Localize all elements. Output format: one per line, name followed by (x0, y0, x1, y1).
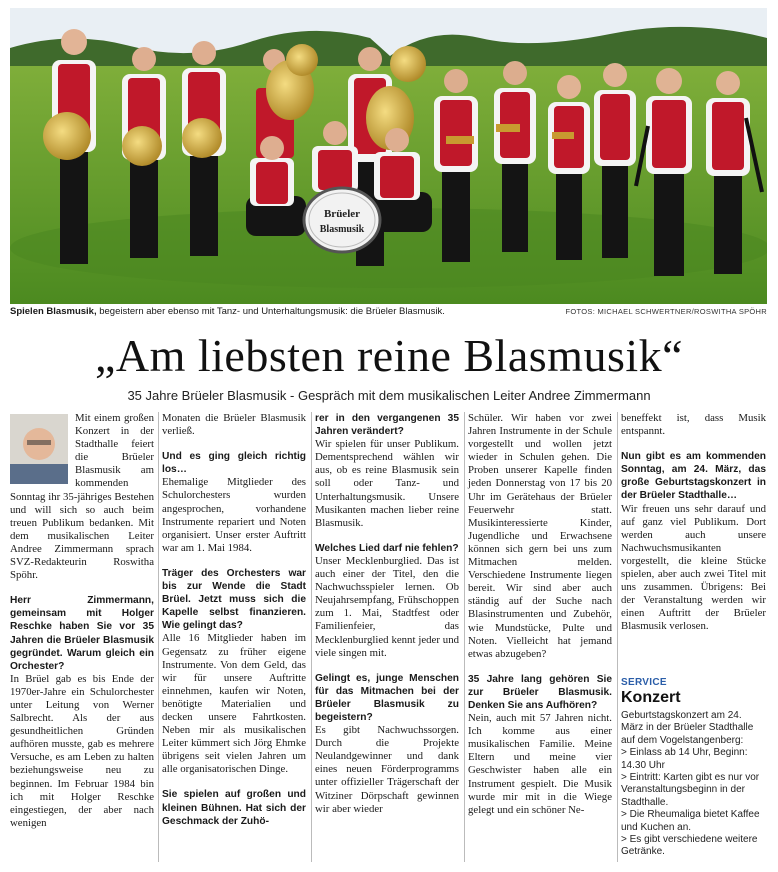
intro-paragraph (10, 412, 154, 582)
question-3: Träger des Orchesters war bis zur Wende die Stadt Brüel. Jetzt muss sich die Kapelle selbst finanzieren. Wie gelingt das? (162, 567, 306, 632)
column-divider (158, 412, 159, 862)
article-column-2 (162, 412, 306, 828)
column-divider (311, 412, 312, 862)
article-column-3 (315, 412, 459, 816)
question-5: Welches Lied darf nie fehlen? (315, 542, 459, 554)
article-column-1 (10, 412, 154, 830)
drum-text-top: Brüeler (323, 208, 361, 220)
service-item: > Die Rheumaliga bietet Kaffee und Kuchen an. (621, 809, 760, 833)
subheadline: 35 Jahre Brüeler Blasmusik - Gespräch mit dem musikalischen Leiter Andree Zimmermann (127, 388, 651, 403)
answer-7-continued: beneffekt ist, dass Musik entspannt. (621, 412, 766, 438)
answer-5: Unser Mecklenburglied. Das ist auch einer der Titel, den die Nachwuchsspieler lernen. Ob Neujahrsempfang, Frühschoppen zum 1. Mai, Stadtfest oder Familienfeier, das Mecklenburglied kennt jeder und viele singen mit. (315, 554, 459, 659)
column-divider (464, 412, 465, 862)
drum-text-bottom: Blasmusik (319, 224, 365, 235)
answer-3: Alle 16 Mitglieder haben im Gegensatz zu früher eigene Instrumente. Von dem Geld, das wir für unsere Auftritte einnehmen, kaufen wir Noten, benötigte Materialien und decken unsere Fahrtkosten. Neben mir als musikalischen Leiter kümmert sich Jörg Ehmke übrigens seit vielen Jahren um alle organisatorischen Dinge. (162, 632, 306, 776)
answer-1: In Brüel gab es bis Ende der 1970er-Jahre ein Schulorchester unter Leitung von Werner Salbrecht. Als der aus gesundheitlichen Gründen aufhören musste, gab es mehrere Versuche, es am Leben zu halten beziehungsweise neu zu beginnen. Im Februar 1984 bin ich mit Holger Reschke eingestiegen, der aber nach wenigen (10, 672, 154, 829)
photo-credit: FOTOS: MICHAEL SCHWERTNER/ROSWITHA SPÖHR (565, 307, 767, 316)
portrait-andree-zimmermann (10, 414, 68, 484)
headline: „Am liebsten reine Blasmusik“ (94, 330, 684, 381)
answer-6: Es gibt Nachwuchssorgen. Durch die Projekte Neulandgewinner und dank eines neuen Förderprogramms unter offizieller Trägerschaft der Witziner Dörpschaft gewinnen wir aber wieder (315, 724, 459, 815)
question-4: Sie spielen auf großen und kleinen Bühnen. Hat sich der Geschmack der Zuhö- (162, 789, 306, 827)
question-1: Herr Zimmermann, gemeinsam mit Holger Reschke haben Sie vor 35 Jahren die Brüeler Blasmusik gegründet. Warum gleich ein Orchester? (10, 595, 154, 672)
answer-7: Nein, auch mit 57 Jahren nicht. Ich komme aus einer musikalischen Familie. Meine Eltern und meine vier Geschwister haben alle ein Instrument gespielt. Die Musik wurde mir mit in die Wiege gelegt und ein schöner Ne- (468, 712, 612, 816)
service-intro: Geburtstagskonzert am 24. März in der Brüeler Stadthalle auf dem Vogelstangenberg: (621, 710, 754, 746)
service-title: Konzert (621, 689, 681, 706)
answer-6-continued: Schüler. Wir haben vor zwei Jahren Instrumente in der Schule vorgestellt und wollen jetzt wieder in Schulen gehen. Die Proben unserer Kapelle finden jeden Donnerstag von 17 bis 20 Uhr im Gerätehaus der Brüeler Feuerwehr statt. Musikinteressierte Kinder, Jugendliche und Erwachsene können sich gern bei uns zum Mitmachen melden. Verschiedene Instrumente liegen bereit. Wir sind aber auch ständig auf der Suche nach Blasinstrumenten und Zubehör, wie Mundstücke, Pulte und Noten. Vielleicht hat jemand etwas abzugeben? (468, 412, 612, 660)
question-4-continued: rer in den vergangenen 35 Jahren verändert? (315, 413, 459, 438)
article-column-4 (468, 412, 612, 817)
answer-8: Wir freuen uns sehr darauf und auf ganz viel Publikum. Dort werden auch unsere Nachwuchsmusikanten vorgestellt, die kleine Stücke spielen, aber auch zwei Titel mit uns zusammen. Übrigens: Bei der Veranstaltung werden wir einen Auftritt der Brüeler Blasmusik verlosen. (621, 502, 766, 633)
service-item: > Eintritt: Karten gibt es nur vor Veranstaltungsbeginn in der Stadthalle. (621, 772, 760, 808)
answer-2: Ehemalige Mitglieder des Schulorchesters wurden angesprochen, vorhandene Instrumente repariert und Noten organisiert. Unser erster Auftritt war am 1. Mai 1984. (162, 476, 306, 554)
band-photo (10, 8, 767, 304)
intro-text: Mit einem großen Konzert in der Stadthalle feiert die Brüeler Blasmusik am kommenden Sonntag ihr 35-jähriges Bestehen und will sich so auch beim treuen Publikum bedanken. Mit dem musikalischen Leiter Andree Zimmermann sprach SVZ-Redakteurin Roswitha Spöhr. (10, 412, 154, 582)
answer-1-continued: Monaten die Brüeler Blasmusik verließ. (162, 412, 306, 438)
question-7: 35 Jahre lang gehören Sie zur Brüeler Blasmusik. Denken Sie ans Aufhören? (468, 673, 612, 711)
column-divider (617, 412, 618, 862)
question-8: Nun gibt es am kommenden Sonntag, am 24. März, das große Geburtstagskonzert in der Brüeler Stadthalle… (621, 451, 766, 502)
answer-4: Wir spielen für unser Publikum. Dementsprechend wählen wir aus, ob es reine Blasmusik sein soll oder Tanz- und Unterhaltungsmusik. Unsere Musikanten machen lieber reine Blasmusik. (315, 438, 459, 529)
article-column-5 (621, 412, 766, 634)
service-item: > Einlass ab 14 Uhr, Beginn: 14.30 Uhr (621, 747, 748, 771)
service-item: > Es gibt verschiedene weitere Getränke. (621, 834, 758, 858)
band-photo-illustration (10, 8, 767, 304)
question-2: Und es ging gleich richtig los… (162, 451, 306, 476)
photo-caption-text: begeistern aber ebenso mit Tanz- und Unterhaltungsmusik: die Brüeler Blasmusik. (96, 306, 445, 317)
bass-drum (304, 188, 380, 252)
service-box (621, 677, 766, 859)
photo-caption (10, 306, 445, 317)
photo-caption-bold: Spielen Blasmusik, (10, 306, 97, 317)
service-label: SERVICE (621, 677, 667, 688)
question-6: Gelingt es, junge Menschen für das Mitmachen bei der Brüeler Blasmusik zu begeistern? (315, 672, 459, 723)
photo-caption-row (10, 306, 767, 320)
